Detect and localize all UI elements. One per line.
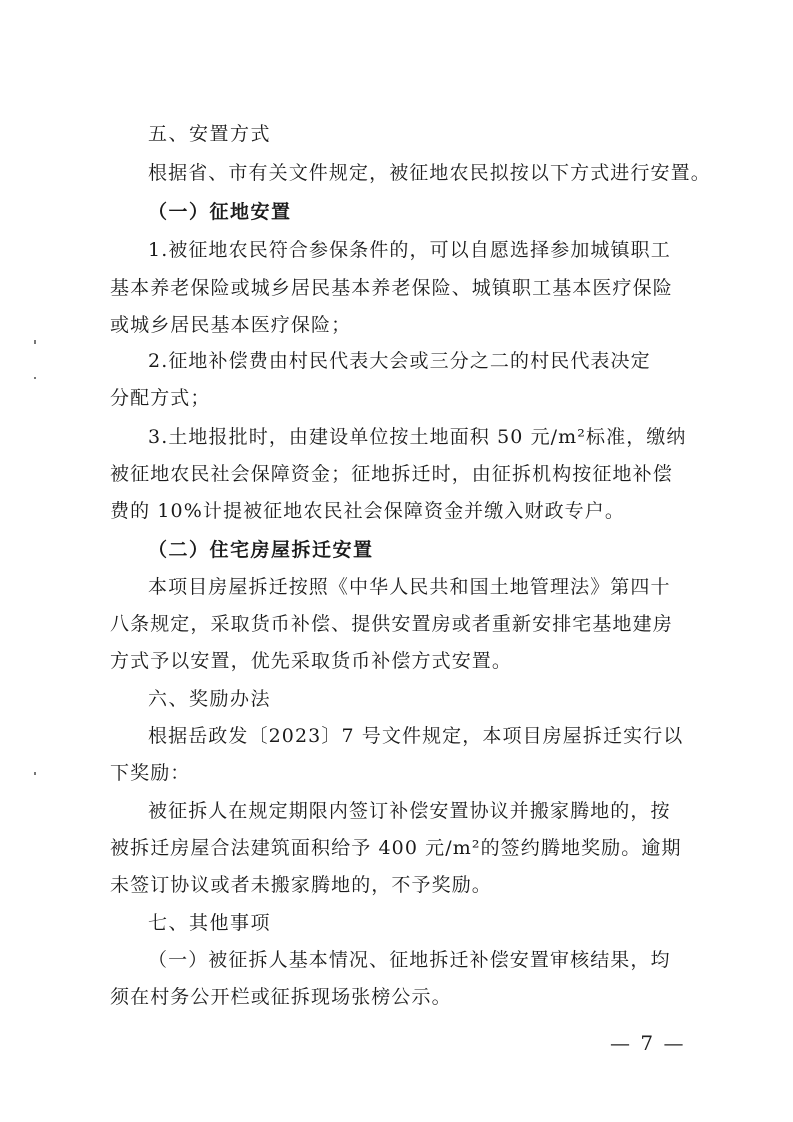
page-number: — 7 — xyxy=(610,1031,686,1055)
paragraph-line: 被拆迁房屋合法建筑面积给予 400 元/m²的签约腾地奖励。逾期 xyxy=(110,837,682,859)
scan-speck xyxy=(34,340,36,344)
scan-speck xyxy=(34,377,36,379)
paragraph-line: 方式予以安置，优先采取货币补偿方式安置。 xyxy=(110,650,513,672)
section-heading-7: 七、其他事项 xyxy=(148,912,272,934)
paragraph-line: 或城乡居民基本医疗保险； xyxy=(110,314,352,336)
paragraph-line: 根据省、市有关文件规定，被征地农民拟按以下方式进行安置。 xyxy=(148,162,711,184)
paragraph-line: 1.被征地农民符合参保条件的，可以自愿选择参加城镇职工 xyxy=(148,239,671,261)
paragraph-line: 须在村务公开栏或征拆现场张榜公示。 xyxy=(110,986,452,1008)
paragraph-line: 2.征地补偿费由村民代表大会或三分之二的村民代表决定 xyxy=(148,350,651,372)
paragraph-line: （一）被征拆人基本情况、征地拆迁补偿安置审核结果，均 xyxy=(148,949,671,971)
subsection-heading-housing-demolition: （二）住宅房屋拆迁安置 xyxy=(148,539,374,561)
paragraph-line: 本项目房屋拆迁按照《中华人民共和国土地管理法》第四十 xyxy=(148,576,671,598)
paragraph-line: 费的 10%计提被征地农民社会保障资金并缴入财政专户。 xyxy=(110,500,625,522)
paragraph-line: 3.土地报批时，由建设单位按土地面积 50 元/m²标准，缴纳 xyxy=(148,426,687,448)
section-heading-5: 五、安置方式 xyxy=(148,123,272,145)
paragraph-line: 根据岳政发〔2023〕7 号文件规定，本项目房屋拆迁实行以 xyxy=(148,725,684,747)
section-heading-6: 六、奖励办法 xyxy=(148,688,272,710)
subsection-heading-land-resettlement: （一）征地安置 xyxy=(148,201,292,223)
paragraph-line: 基本养老保险或城乡居民基本养老保险、城镇职工基本医疗保险 xyxy=(110,277,673,299)
paragraph-line: 下奖励： xyxy=(110,762,191,784)
paragraph-line: 八条规定，采取货币补偿、提供安置房或者重新安排宅基地建房 xyxy=(110,613,673,635)
paragraph-line: 未签订协议或者未搬家腾地的，不予奖励。 xyxy=(110,874,492,896)
paragraph-line: 被征地农民社会保障资金；征地拆迁时，由征拆机构按征地补偿 xyxy=(110,463,673,485)
paragraph-line: 分配方式； xyxy=(110,387,211,409)
paragraph-line: 被征拆人在规定期限内签订补偿安置协议并搬家腾地的，按 xyxy=(148,800,671,822)
scan-speck xyxy=(34,772,36,775)
